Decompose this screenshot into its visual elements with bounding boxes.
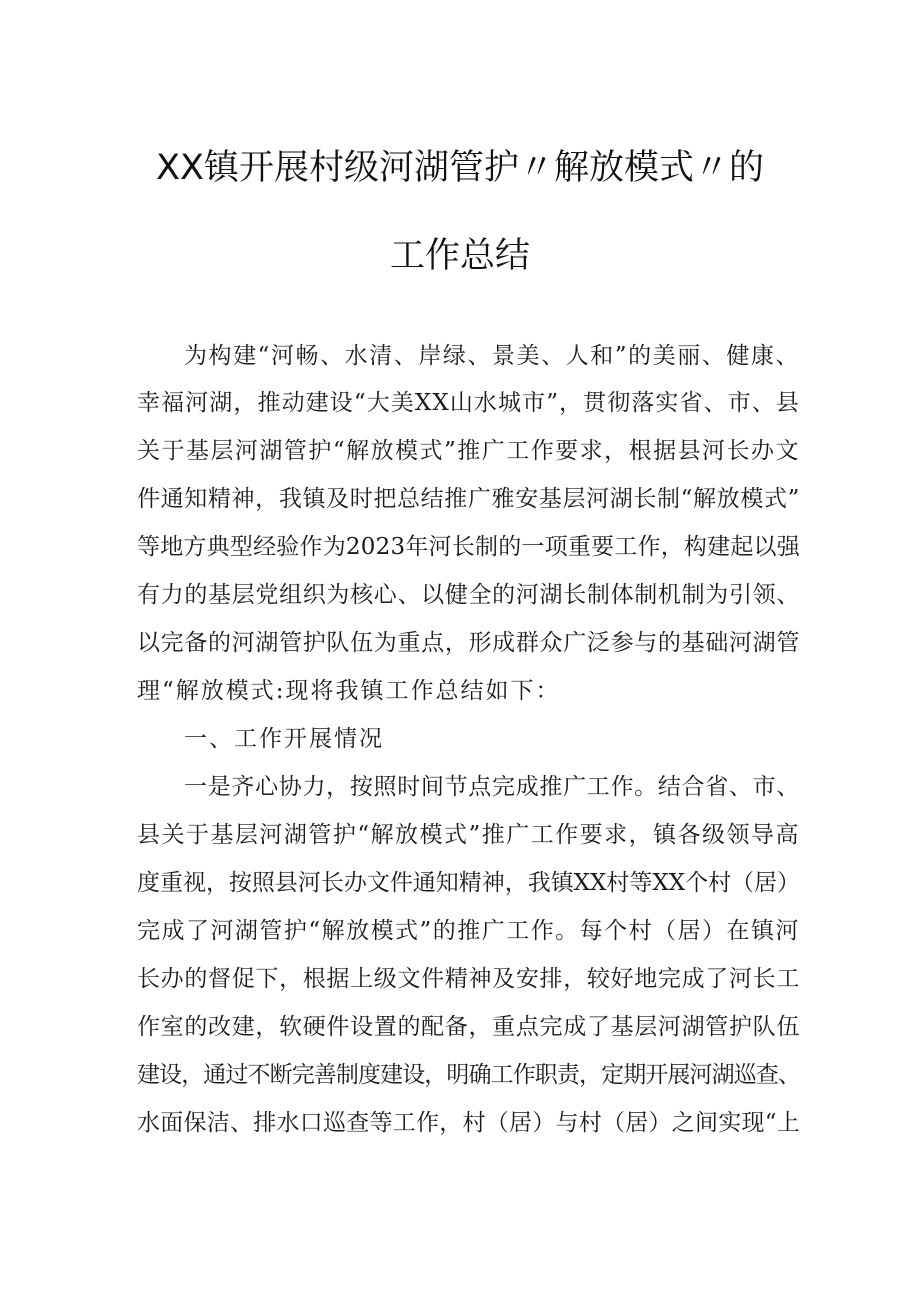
paragraph-1-line-3: 关于基层河湖管护“解放模式”推广工作要求，根据县河长办文: [137, 438, 800, 464]
paragraph-1-line-2: 幸福河湖，推动建设“大美XX山水城市”，贯彻落实省、市、县: [137, 390, 800, 416]
paragraph-1-line-4: 件通知精神，我镇及时把总结推广雅安基层河湖长制“解放模式”: [137, 486, 800, 512]
paragraph-1-line-1: 为构建“河畅、水清、岸绿、景美、人和”的美丽、健康、: [184, 343, 800, 369]
paragraph-2-line-7: 建设，通过不断完善制度建设，明确工作职责，定期开展河湖巡查、: [137, 1062, 801, 1088]
paragraph-1-line-7: 以完备的河湖管护队伍为重点，形成群众广泛参与的基础河湖管: [137, 630, 800, 656]
document-title-line-2: 工作总结: [389, 236, 530, 276]
paragraph-2-line-3: 度重视，按照县河长办文件通知精神，我镇XX村等XX个村（居）: [137, 870, 800, 896]
paragraph-2-line-8: 水面保洁、排水口巡查等工作，村（居）与村（居）之间实现“上: [137, 1110, 800, 1136]
paragraph-2-line-5: 长办的督促下，根据上级文件精神及安排，较好地完成了河长工: [137, 966, 800, 992]
paragraph-2-line-2: 县关于基层河湖管护“解放模式”推广工作要求，镇各级领导高: [137, 822, 800, 848]
paragraph-1-line-6: 有力的基层党组织为核心、以健全的河湖长制体制机制为引领、: [137, 582, 800, 608]
paragraph-1-line-5: 等地方典型经验作为2023年河长制的一项重要工作，构建起以强: [137, 534, 800, 560]
document-title-line-1: XX镇开展村级河湖管护〃解放模式〃的: [156, 148, 764, 188]
paragraph-2-line-4: 完成了河湖管护“解放模式”的推广工作。每个村（居）在镇河: [137, 918, 800, 944]
paragraph-1-line-8: 理“解放模式:现将我镇工作总结如下：: [137, 678, 561, 704]
paragraph-2-line-1: 一是齐心协力，按照时间节点完成推广工作。结合省、市、: [184, 774, 800, 800]
paragraph-2-line-6: 作室的改建，软硬件设置的配备，重点完成了基层河湖管护队伍: [137, 1014, 800, 1040]
section-heading-1: 一、工作开展情况: [184, 726, 384, 752]
